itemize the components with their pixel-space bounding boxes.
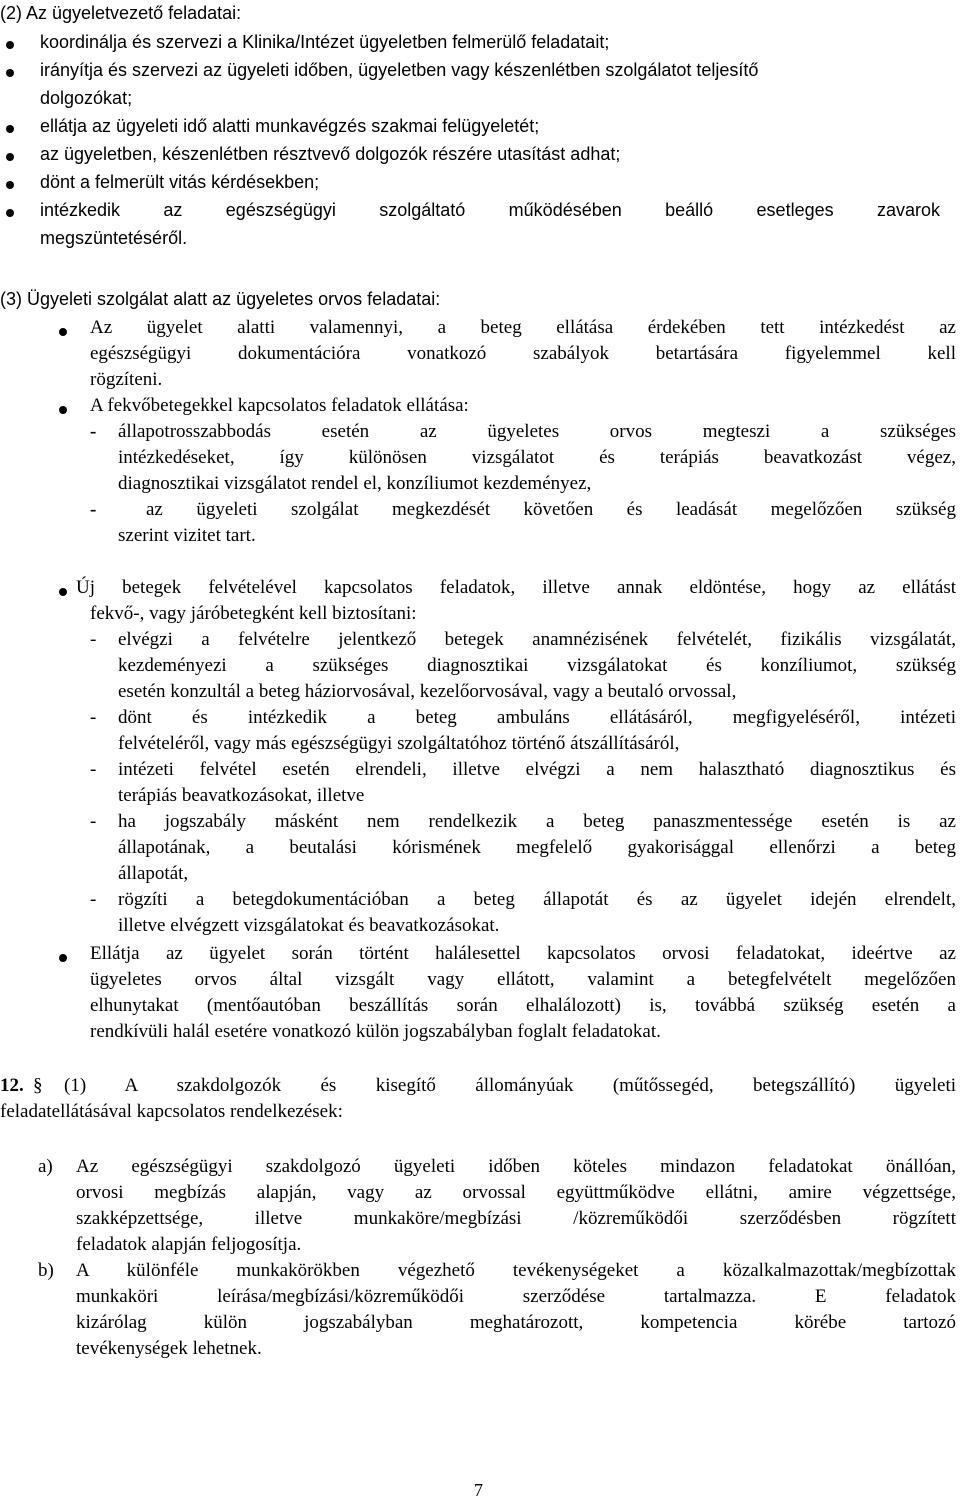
bullet-icon	[59, 954, 67, 962]
dash-marker: -	[90, 889, 97, 910]
item-b-line-2: munkaköri leírása/megbízási/közreműködői szerződése tartalmazza. E feladatok	[76, 1286, 956, 1307]
bullet-icon	[6, 181, 14, 189]
np-dash-4-line-1: ha jogszabály másként nem rendelkezik a beteg panaszmentessége esetén is az	[118, 811, 956, 832]
sec3-dash-2-line-2: szerint vizitet tart.	[118, 525, 256, 546]
sec2-item-4: az ügyeletben, készenlétben résztvevő dolgozók részére utasítást adhat;	[40, 144, 621, 164]
bullet-icon	[6, 209, 14, 217]
sec3-dash-1-line-1: állapotrosszabbodás esetén az ügyeletes orvos megteszi a szükséges	[118, 421, 956, 442]
dash-marker: -	[90, 707, 97, 728]
np-dash-4-line-3: állapotát,	[118, 863, 189, 884]
np-dash-4-line-2: állapotának, a beutalási kórismének megfelelő gyakorisággal ellenőrzi a beteg	[118, 837, 956, 858]
sec3-dash-1-line-3: diagnosztikai vizsgálatot rendel el, konzíliumot kezdeményez,	[118, 473, 592, 494]
death-item-line-4: rendkívüli halál esetére vonatkozó külön jogszabályban foglalt feladatokat.	[90, 1021, 661, 1042]
new-patients-title-line-2: fekvő-, vagy járóbetegként kell biztosítani:	[90, 603, 417, 624]
sec3-item-1-line-3: rögzíteni.	[90, 369, 163, 390]
item-b-line-1: A különféle munkakörökben végezhető tevékenységeket a közalkalmazottak/megbízottak	[76, 1260, 956, 1281]
np-dash-1-line-1: elvégzi a felvételre jelentkező betegek anamnézisének felvételét, fizikális vizsgálatát,	[118, 629, 956, 650]
section-12-line-2: feladatellátásával kapcsolatos rendelkezések:	[0, 1101, 343, 1122]
np-dash-5-line-1: rögzíti a betegdokumentációban a beteg állapotát és az ügyelet idején elrendelt,	[118, 889, 956, 910]
bullet-icon	[59, 588, 67, 596]
item-b-line-4: tevékenységek lehetnek.	[76, 1338, 262, 1359]
section-12-line-1: (1) A szakdolgozók és kisegítő állományúak (műtőssegéd, betegszállító) ügyeleti	[64, 1075, 956, 1096]
bullet-icon	[6, 41, 14, 49]
dash-marker: -	[90, 759, 97, 780]
sec2-item-5: dönt a felmerült vitás kérdésekben;	[40, 172, 320, 192]
item-b-label: b)	[38, 1260, 54, 1281]
bullet-icon	[6, 153, 14, 161]
np-dash-3-line-1: intézeti felvétel esetén elrendeli, illetve elvégzi a nem halasztható diagnosztikus és	[118, 759, 956, 780]
new-patients-title-line-1: Új betegek felvételével kapcsolatos feladatok, illetve annak eldöntése, hogy az ellátást	[76, 577, 956, 598]
np-dash-3-line-2: terápiás beavatkozásokat, illetve	[118, 785, 365, 806]
bullet-icon	[6, 125, 14, 133]
item-a-line-2: orvosi megbízás alapján, vagy az orvossal együttműködve ellátni, amire végzettsége,	[76, 1182, 956, 1203]
sec3-dash-1-line-2: intézkedéseket, így különösen vizsgálatot és terápiás beavatkozást végez,	[118, 447, 956, 468]
np-dash-2-line-2: felvételéről, vagy más egészségügyi szolgáltatóhoz történő átszállításáról,	[118, 733, 680, 754]
sec2-item-6-line-2: megszüntetéséről.	[40, 228, 188, 248]
sec2-item-3: ellátja az ügyeleti idő alatti munkavégzés szakmai felügyeletét;	[40, 116, 540, 136]
bullet-icon	[6, 69, 14, 77]
section-2-heading: (2) Az ügyeletvezető feladatai:	[0, 3, 242, 23]
np-dash-1-line-3: esetén konzultál a beteg háziorvosával, kezelőorvosával, vagy a beutaló orvossal,	[118, 681, 737, 702]
page-number: 7	[474, 1480, 483, 1500]
item-a-line-4: feladatok alapján feljogosítja.	[76, 1234, 302, 1255]
item-b-line-3: kizárólag külön jogszabályban meghatározott, kompetencia körébe tartozó	[76, 1312, 956, 1333]
np-dash-1-line-2: kezdeményezi a szükséges diagnosztikai vizsgálatokat és konzíliumot, szükség	[118, 655, 956, 676]
item-a-line-3: szakképzettsége, illetve munkaköre/megbízási /közreműködői szerződésben rögzített	[76, 1208, 956, 1229]
death-item-line-3: elhunytakat (mentőautóban beszállítás során elhalálozott) is, továbbá szükség esetén a	[90, 995, 956, 1016]
bullet-icon	[59, 406, 67, 414]
dash-marker: -	[90, 811, 97, 832]
section-3-heading: (3) Ügyeleti szolgálat alatt az ügyeletes orvos feladatai:	[0, 289, 441, 309]
np-dash-2-line-1: dönt és intézkedik a beteg ambuláns ellátásáról, megfigyeléséről, intézeti	[118, 707, 956, 728]
sec2-item-6-line-1: intézkedik az egészségügyi szolgáltató működésében beálló esetleges zavarok	[40, 200, 940, 220]
section-12-number: 12.	[0, 1075, 24, 1096]
sec3-item-1-line-2: egészségügyi dokumentációra vonatkozó szabályok betartására figyelemmel kell	[90, 343, 956, 364]
sec2-item-2-line-2: dolgozókat;	[40, 88, 133, 108]
death-item-line-1: Ellátja az ügyelet során történt halálesettel kapcsolatos orvosi feladatokat, ideértve az	[90, 943, 956, 964]
sec2-item-2-line-1: irányítja és szervezi az ügyeleti időben, ügyeletben vagy készenlétben szolgálatot teljesítő	[40, 60, 759, 80]
sec2-item-1: koordinálja és szervezi a Klinika/Intézet ügyeletben felmerülő feladatait;	[40, 32, 610, 52]
sec3-dash-2-line-1: az ügyeleti szolgálat megkezdését követően és leadását megelőzően szükség	[146, 499, 956, 520]
sec3-item-1-line-1: Az ügyelet alatti valamennyi, a beteg ellátása érdekében tett intézkedést az	[90, 317, 956, 338]
death-item-line-2: ügyeletes orvos által vizsgált vagy ellátott, valamint a betegfelvételt megelőzően	[90, 969, 956, 990]
item-a-line-1: Az egészségügyi szakdolgozó ügyeleti időben köteles mindazon feladatokat önállóan,	[76, 1156, 956, 1177]
sec3-item-2-title: A fekvőbetegekkel kapcsolatos feladatok ellátása:	[90, 395, 469, 416]
np-dash-5-line-2: illetve elvégzett vizsgálatokat és beavatkozásokat.	[118, 915, 500, 936]
item-a-label: a)	[38, 1156, 53, 1177]
paragraph-symbol: §	[33, 1075, 43, 1096]
bullet-icon	[59, 328, 67, 336]
dash-marker: -	[90, 499, 97, 520]
dash-marker: -	[90, 421, 97, 442]
dash-marker: -	[90, 629, 97, 650]
